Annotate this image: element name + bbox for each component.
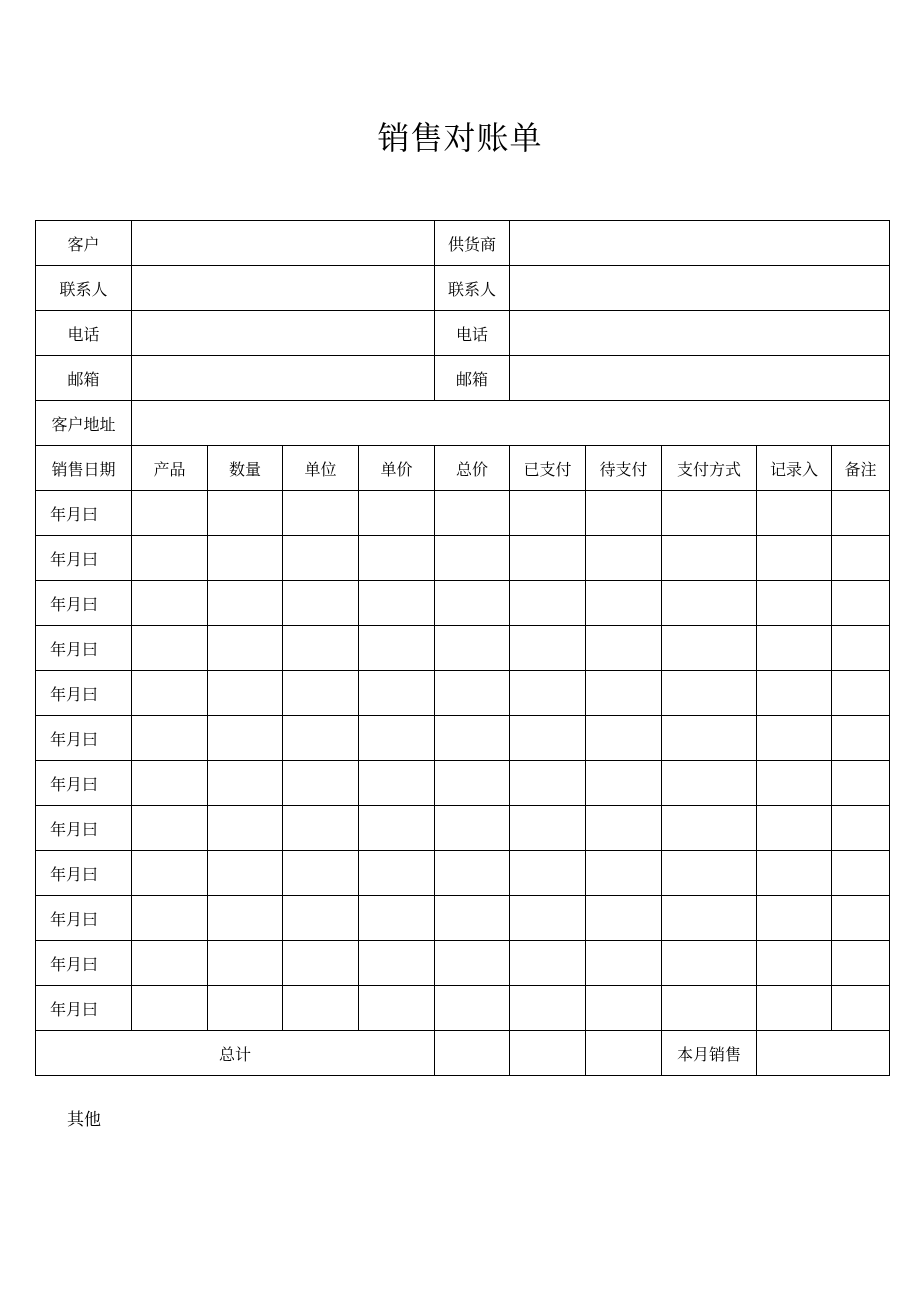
supplier-label: 供货商 (435, 221, 510, 266)
table-cell[interactable] (662, 941, 757, 986)
table-cell[interactable] (283, 491, 359, 536)
table-cell[interactable] (662, 896, 757, 941)
table-cell[interactable] (132, 896, 208, 941)
table-row (36, 491, 890, 536)
sale-date-cell: 年月曰 (36, 941, 132, 986)
table-cell[interactable] (359, 716, 435, 761)
table-cell[interactable] (832, 806, 890, 851)
table-cell[interactable] (132, 986, 208, 1031)
table-cell[interactable] (586, 806, 662, 851)
table-cell[interactable] (662, 986, 757, 1031)
table-cell[interactable] (662, 491, 757, 536)
table-cell[interactable] (435, 761, 510, 806)
table-cell[interactable] (586, 896, 662, 941)
table-row (36, 851, 890, 896)
table-cell[interactable] (662, 806, 757, 851)
table-cell[interactable] (208, 626, 283, 671)
table-row (36, 896, 890, 941)
column-header: 数量 (208, 446, 283, 491)
table-cell[interactable] (132, 761, 208, 806)
table-cell[interactable] (435, 896, 510, 941)
table-cell[interactable] (208, 896, 283, 941)
table-cell[interactable] (510, 536, 586, 581)
table-cell[interactable] (510, 581, 586, 626)
table-cell[interactable] (283, 671, 359, 716)
table-cell[interactable] (586, 716, 662, 761)
table-cell[interactable] (132, 941, 208, 986)
table-cell[interactable] (586, 626, 662, 671)
supplier-contact-label: 联系人 (435, 266, 510, 311)
supplier-contact-field[interactable] (510, 266, 890, 311)
column-header: 单位 (283, 446, 359, 491)
column-header: 已支付 (510, 446, 586, 491)
sale-date-cell: 年月曰 (36, 761, 132, 806)
table-cell[interactable] (208, 491, 283, 536)
table-cell[interactable] (510, 716, 586, 761)
table-row (36, 626, 890, 671)
address-row (36, 401, 890, 446)
table-cell[interactable] (757, 851, 832, 896)
table-cell[interactable] (283, 806, 359, 851)
table-cell[interactable] (435, 536, 510, 581)
table-cell[interactable] (586, 491, 662, 536)
table-cell[interactable] (510, 761, 586, 806)
column-header: 支付方式 (662, 446, 757, 491)
column-header: 单价 (359, 446, 435, 491)
table-cell[interactable] (132, 716, 208, 761)
table-cell[interactable] (435, 716, 510, 761)
table-cell[interactable] (586, 851, 662, 896)
table-cell[interactable] (757, 941, 832, 986)
table-row (36, 986, 890, 1031)
table-cell[interactable] (208, 986, 283, 1031)
customer-contact-label: 联系人 (36, 266, 132, 311)
table-cell[interactable] (757, 761, 832, 806)
table-cell[interactable] (832, 581, 890, 626)
table-cell[interactable] (586, 536, 662, 581)
sale-date-cell: 年月曰 (36, 671, 132, 716)
customer-email-label: 邮箱 (36, 356, 132, 401)
table-cell[interactable] (208, 761, 283, 806)
sale-date-cell: 年月曰 (36, 986, 132, 1031)
sale-date-cell: 年月曰 (36, 896, 132, 941)
table-cell[interactable] (662, 716, 757, 761)
customer-email-field[interactable] (132, 356, 435, 401)
total-pending-cell[interactable] (586, 1031, 662, 1076)
table-cell[interactable] (283, 941, 359, 986)
table-cell[interactable] (283, 581, 359, 626)
table-cell[interactable] (586, 941, 662, 986)
table-cell[interactable] (586, 761, 662, 806)
table-cell[interactable] (132, 806, 208, 851)
total-price-cell[interactable] (435, 1031, 510, 1076)
customer-address-label: 客户地址 (36, 401, 132, 446)
table-row (36, 806, 890, 851)
column-header: 记录入 (757, 446, 832, 491)
table-cell[interactable] (662, 851, 757, 896)
customer-label: 客户 (36, 221, 132, 266)
table-cell[interactable] (832, 941, 890, 986)
customer-field[interactable] (132, 221, 435, 266)
table-cell[interactable] (359, 626, 435, 671)
customer-phone-label: 电话 (36, 311, 132, 356)
statement-table (35, 220, 890, 1076)
contact-row (36, 266, 890, 311)
summary-row (36, 1031, 890, 1076)
table-cell[interactable] (510, 491, 586, 536)
column-header-row (36, 446, 890, 491)
sale-date-cell: 年月曰 (36, 581, 132, 626)
table-cell[interactable] (510, 896, 586, 941)
table-cell[interactable] (283, 896, 359, 941)
sale-date-cell: 年月曰 (36, 626, 132, 671)
column-header: 销售日期 (36, 446, 132, 491)
customer-row (36, 221, 890, 266)
table-cell[interactable] (435, 491, 510, 536)
table-cell[interactable] (283, 986, 359, 1031)
sale-date-cell: 年月曰 (36, 536, 132, 581)
table-cell[interactable] (662, 536, 757, 581)
table-cell[interactable] (510, 851, 586, 896)
total-paid-cell[interactable] (510, 1031, 586, 1076)
table-cell[interactable] (435, 806, 510, 851)
table-cell[interactable] (757, 896, 832, 941)
table-row (36, 761, 890, 806)
table-cell[interactable] (132, 581, 208, 626)
table-cell[interactable] (208, 941, 283, 986)
table-cell[interactable] (132, 671, 208, 716)
table-cell[interactable] (832, 716, 890, 761)
table-row (36, 941, 890, 986)
table-cell[interactable] (510, 671, 586, 716)
table-cell[interactable] (757, 986, 832, 1031)
supplier-phone-label: 电话 (435, 311, 510, 356)
table-cell[interactable] (359, 986, 435, 1031)
table-cell[interactable] (132, 626, 208, 671)
other-label: 其他 (67, 1110, 101, 1130)
table-cell[interactable] (359, 536, 435, 581)
table-cell[interactable] (208, 716, 283, 761)
table-cell[interactable] (435, 986, 510, 1031)
table-cell[interactable] (208, 806, 283, 851)
table-cell[interactable] (832, 491, 890, 536)
table-cell[interactable] (208, 581, 283, 626)
total-label: 总计 (36, 1031, 435, 1076)
table-cell[interactable] (757, 581, 832, 626)
table-cell[interactable] (359, 761, 435, 806)
table-cell[interactable] (757, 491, 832, 536)
table-row (36, 581, 890, 626)
table-cell[interactable] (757, 716, 832, 761)
customer-address-field[interactable] (132, 401, 890, 446)
supplier-email-field[interactable] (510, 356, 890, 401)
table-cell[interactable] (757, 671, 832, 716)
table-cell[interactable] (359, 671, 435, 716)
table-cell[interactable] (662, 581, 757, 626)
table-cell[interactable] (359, 941, 435, 986)
table-cell[interactable] (757, 806, 832, 851)
supplier-field[interactable] (510, 221, 890, 266)
column-header: 待支付 (586, 446, 662, 491)
table-cell[interactable] (832, 761, 890, 806)
page-title: 销售对账单 (377, 119, 543, 157)
table-cell[interactable] (832, 851, 890, 896)
sale-date-cell: 年月曰 (36, 491, 132, 536)
table-cell[interactable] (832, 626, 890, 671)
table-cell[interactable] (510, 941, 586, 986)
monthly-sales-cell[interactable] (757, 1031, 890, 1076)
table-cell[interactable] (510, 806, 586, 851)
table-cell[interactable] (283, 536, 359, 581)
sale-date-cell: 年月曰 (36, 851, 132, 896)
column-header: 备注 (832, 446, 890, 491)
table-cell[interactable] (757, 626, 832, 671)
table-cell[interactable] (283, 626, 359, 671)
table-row (36, 536, 890, 581)
table-row (36, 671, 890, 716)
table-cell[interactable] (132, 851, 208, 896)
phone-row (36, 311, 890, 356)
table-cell[interactable] (359, 896, 435, 941)
table-cell[interactable] (283, 761, 359, 806)
table-cell[interactable] (662, 671, 757, 716)
column-header: 产品 (132, 446, 208, 491)
table-cell[interactable] (132, 536, 208, 581)
customer-contact-field[interactable] (132, 266, 435, 311)
table-cell[interactable] (510, 986, 586, 1031)
table-cell[interactable] (359, 806, 435, 851)
table-cell[interactable] (435, 626, 510, 671)
table-cell[interactable] (510, 626, 586, 671)
supplier-email-label: 邮箱 (435, 356, 510, 401)
table-cell[interactable] (757, 536, 832, 581)
sale-date-cell: 年月曰 (36, 716, 132, 761)
table-cell[interactable] (435, 671, 510, 716)
table-cell[interactable] (359, 851, 435, 896)
table-cell[interactable] (435, 941, 510, 986)
table-cell[interactable] (586, 581, 662, 626)
table-cell[interactable] (435, 581, 510, 626)
table-cell[interactable] (283, 716, 359, 761)
table-cell[interactable] (662, 761, 757, 806)
table-cell[interactable] (208, 536, 283, 581)
table-row (36, 716, 890, 761)
table-cell[interactable] (208, 671, 283, 716)
table-cell[interactable] (435, 851, 510, 896)
table-cell[interactable] (283, 851, 359, 896)
table-cell[interactable] (662, 626, 757, 671)
table-cell[interactable] (359, 581, 435, 626)
table-cell[interactable] (832, 671, 890, 716)
supplier-phone-field[interactable] (510, 311, 890, 356)
table-cell[interactable] (208, 851, 283, 896)
email-row (36, 356, 890, 401)
table-cell[interactable] (132, 491, 208, 536)
column-header: 总价 (435, 446, 510, 491)
sale-date-cell: 年月曰 (36, 806, 132, 851)
table-cell[interactable] (832, 896, 890, 941)
table-cell[interactable] (832, 986, 890, 1031)
table-cell[interactable] (359, 491, 435, 536)
table-cell[interactable] (586, 671, 662, 716)
table-cell[interactable] (586, 986, 662, 1031)
table-cell[interactable] (832, 536, 890, 581)
customer-phone-field[interactable] (132, 311, 435, 356)
monthly-sales-label: 本月销售 (662, 1031, 757, 1076)
